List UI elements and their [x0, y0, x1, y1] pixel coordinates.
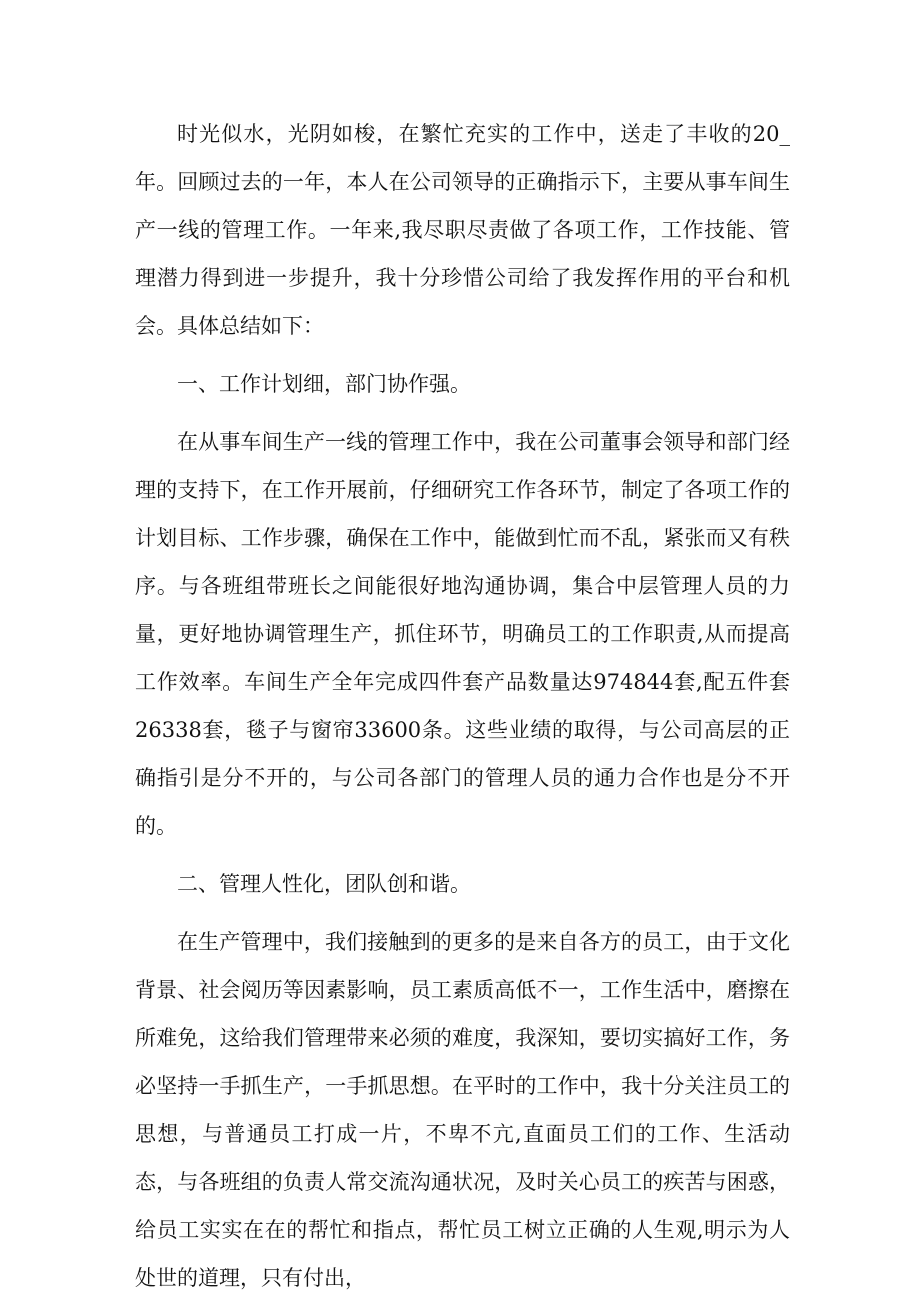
- intro-paragraph: 时光似水，光阴如梭，在繁忙充实的工作中，送走了丰收的20_年。回顾过去的一年，本人在公司领导的正确指示下，主要从事车间生产一线的管理工作。一年来,我尽职尽责做了各项工作，工作技能、管理潜力得到进一步提升，我十分珍惜公司给了我发挥作用的平台和机会。具体总结如下：: [135, 122, 790, 338]
- section-heading-2: 二、管理人性化，团队创和谐。: [177, 872, 471, 896]
- document-body: [135, 110, 790, 1312]
- section-1-paragraph: 在从事车间生产一线的管理工作中，我在公司董事会领导和部门经理的支持下，在工作开展前，仔细研究工作各环节，制定了各项工作的计划目标、工作步骤，确保在工作中，能做到忙而不乱，紧张而又有秩序。与各班组带班长之间能很好地沟通协调，集合中层管理人员的力量，更好地协调管理生产，抓住环节，明确员工的工作职责,从而提高工作效率。车间生产全年完成四件套产品数量达974844套,配五件套26338套，毯子与窗帘33600条。这些业绩的取得，与公司高层的正确指引是分不开的，与公司各部门的管理人员的通力合作也是分不开的。: [135, 430, 790, 838]
- section-2-paragraph: 在生产管理中，我们接触到的更多的是来自各方的员工，由于文化背景、社会阅历等因素影响，员工素质高低不一，工作生活中，磨擦在所难免，这给我们管理带来必须的难度，我深知，要切实搞好工作，务必坚持一手抓生产，一手抓思想。在平时的工作中，我十分关注员工的思想，与普通员工打成一片，不卑不亢,直面员工们的工作、生活动态，与各班组的负责人常交流沟通状况，及时关心员工的疾苦与困惑，给员工实实在在的帮忙和指点，帮忙员工树立正确的人生观,明示为人处世的道理，只有付出，: [135, 930, 790, 1290]
- section-heading-1: 一、工作计划细，部门协作强。: [177, 372, 471, 396]
